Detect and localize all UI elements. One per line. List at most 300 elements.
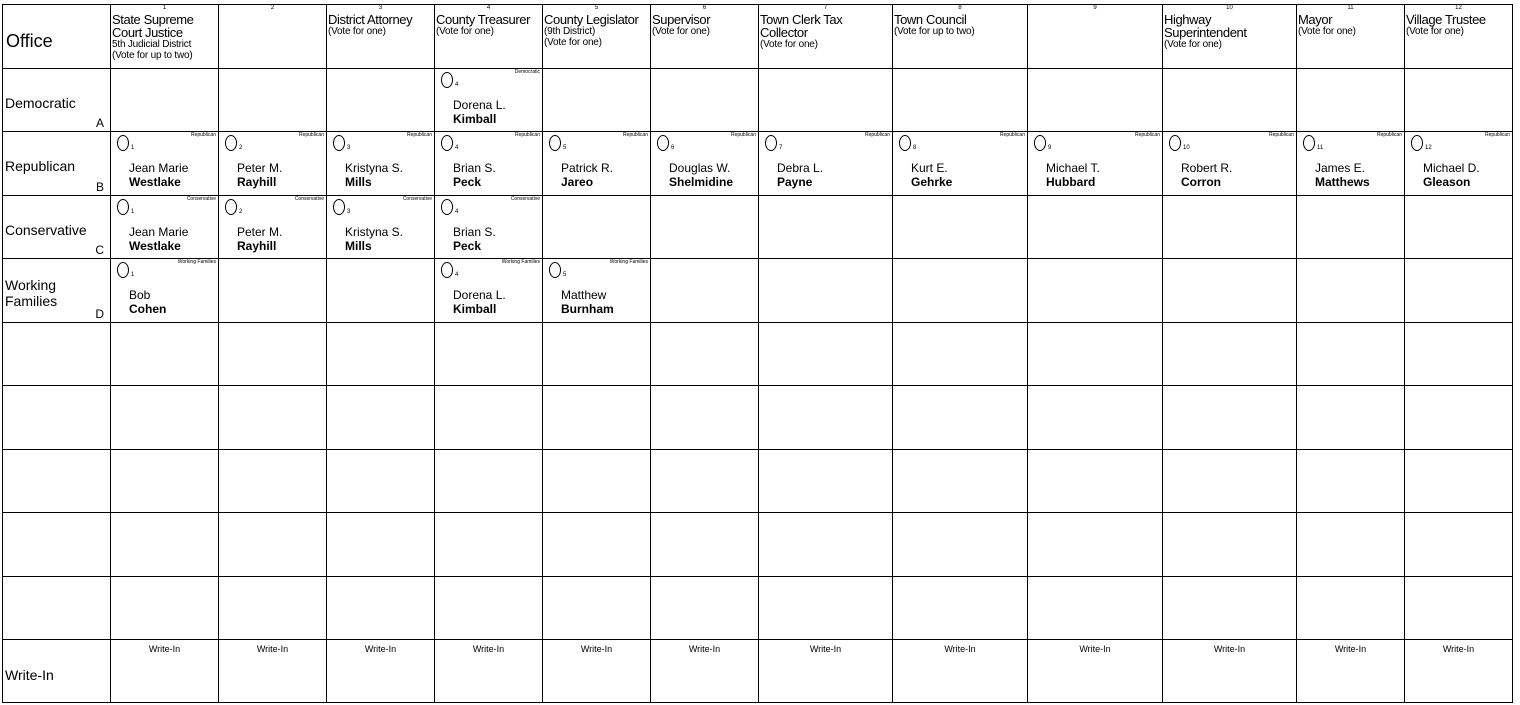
party-name: Working Families <box>5 277 58 309</box>
candidate-last-name: Rayhill <box>237 239 277 253</box>
empty-cell <box>1163 577 1297 640</box>
empty-cell <box>1163 323 1297 386</box>
candidate-first-name: Debra L. <box>777 161 824 175</box>
candidate-last-name: Burnham <box>561 302 614 316</box>
office-vote-instruction: (9th District) <box>544 26 596 37</box>
oval-number: 4 <box>455 145 459 151</box>
candidate-last-name: Westlake <box>129 175 181 189</box>
office-name-text: District Attorney <box>328 12 413 27</box>
candidate-party-tag: Republican <box>190 132 216 138</box>
office-name-text: State Supreme Court Justice <box>112 12 194 40</box>
empty-cell <box>219 323 327 386</box>
empty-cell <box>759 450 893 513</box>
empty-cell <box>435 513 543 577</box>
empty-cell <box>1405 323 1513 386</box>
candidate-party-tag: Conservative <box>402 196 432 202</box>
office-header-5 <box>543 5 651 69</box>
oval-number: 11 <box>1317 145 1324 151</box>
candidate-first-name: Douglas W. <box>669 161 731 175</box>
candidate-first-name: Robert R. <box>1181 161 1233 175</box>
office-name <box>894 13 975 37</box>
empty-cell <box>219 259 327 323</box>
empty-cell <box>1028 386 1163 450</box>
party-label-B <box>3 132 111 196</box>
candidate-party-tag: Republican <box>1268 132 1294 138</box>
empty-cell <box>1163 196 1297 259</box>
empty-cell <box>1028 196 1163 259</box>
empty-cell <box>435 450 543 513</box>
office-name <box>1406 13 1486 37</box>
empty-cell <box>543 577 651 640</box>
vote-oval[interactable] <box>899 135 911 151</box>
office-column-number: 3 <box>378 5 383 11</box>
candidate-last-name: Shelmidine <box>669 175 734 189</box>
empty-cell <box>651 196 759 259</box>
candidate-cell[interactable] <box>435 259 543 323</box>
empty-cell <box>1405 513 1513 577</box>
party-name: Republican <box>5 158 76 174</box>
candidate-first-name: Brian S. <box>453 225 496 239</box>
candidate-party-tag: Republican <box>1376 132 1402 138</box>
office-column-number: 2 <box>270 5 275 11</box>
oval-number: 8 <box>913 145 917 151</box>
vote-oval[interactable] <box>1034 135 1046 151</box>
candidate-first-name: Jean Marie <box>129 161 189 175</box>
oval-number: 10 <box>1183 145 1190 151</box>
empty-label-cell <box>3 386 111 450</box>
office-vote-instruction: 5th Judicial District <box>112 39 192 50</box>
write-in-label: Write-In <box>1442 644 1475 654</box>
candidate-last-name: Cohen <box>129 302 167 316</box>
office-header-4 <box>435 5 543 69</box>
candidate-cell[interactable] <box>435 196 543 259</box>
candidate-first-name: Peter M. <box>237 225 283 239</box>
empty-cell <box>1163 69 1297 132</box>
oval-number: 7 <box>779 145 783 151</box>
empty-cell <box>1297 196 1405 259</box>
empty-label-cell <box>3 450 111 513</box>
empty-cell <box>111 386 219 450</box>
vote-oval[interactable] <box>441 72 453 88</box>
candidate-last-name: Westlake <box>129 239 181 253</box>
oval-number: 9 <box>1048 145 1052 151</box>
candidate-party-tag: Republican <box>1134 132 1160 138</box>
candidate-party-tag: Republican <box>514 132 540 138</box>
empty-cell <box>219 577 327 640</box>
empty-cell <box>543 69 651 132</box>
candidate-first-name: Kurt E. <box>911 161 948 175</box>
empty-cell <box>543 196 651 259</box>
empty-cell <box>759 196 893 259</box>
candidate-first-name: Dorena L. <box>453 288 506 302</box>
candidate-last-name: Hubbard <box>1046 175 1096 189</box>
ballot-grid <box>2 4 1513 703</box>
office-column-number: 8 <box>958 5 962 11</box>
empty-cell <box>1405 386 1513 450</box>
office-name-text: Town Council <box>894 12 967 27</box>
write-in-cell[interactable] <box>1028 640 1163 703</box>
candidate-party-tag: Republican <box>1484 132 1510 138</box>
office-column-number: 6 <box>702 5 707 11</box>
vote-oval[interactable] <box>549 262 561 278</box>
empty-cell <box>759 513 893 577</box>
candidate-cell[interactable] <box>111 132 219 196</box>
empty-cell <box>1028 577 1163 640</box>
empty-cell <box>1297 513 1405 577</box>
empty-cell <box>327 450 435 513</box>
empty-cell <box>111 69 219 132</box>
candidate-cell[interactable] <box>1297 132 1405 196</box>
write-in-label: Write-In <box>364 644 397 654</box>
empty-cell <box>1028 450 1163 513</box>
oval-number: 4 <box>455 272 459 278</box>
office-vote-instruction: (Vote for one) <box>1164 39 1222 50</box>
office-column-number: 5 <box>594 5 599 11</box>
office-name <box>112 13 218 61</box>
empty-cell <box>435 323 543 386</box>
vote-oval[interactable] <box>117 135 129 151</box>
empty-cell <box>327 323 435 386</box>
oval-number: 2 <box>239 209 243 215</box>
candidate-first-name: James E. <box>1315 161 1366 175</box>
candidate-cell[interactable] <box>543 259 651 323</box>
candidate-first-name: Matthew <box>561 288 607 302</box>
office-vote-instruction: (Vote for up to two) <box>894 26 975 37</box>
write-in-cell[interactable] <box>893 640 1028 703</box>
write-in-cell[interactable] <box>1297 640 1405 703</box>
empty-cell <box>327 259 435 323</box>
candidate-last-name: Peck <box>453 175 482 189</box>
write-in-cell[interactable] <box>651 640 759 703</box>
party-row-letter: C <box>95 243 104 257</box>
empty-cell <box>1297 259 1405 323</box>
empty-cell <box>435 386 543 450</box>
candidate-party-tag: Working Families <box>501 259 540 265</box>
office-vote-instruction: (Vote for one) <box>1406 26 1464 37</box>
oval-number: 12 <box>1425 145 1432 151</box>
candidate-party-tag: Working Families <box>609 259 648 265</box>
vote-oval[interactable] <box>657 135 669 151</box>
empty-cell <box>1297 450 1405 513</box>
write-in-cell[interactable] <box>543 640 651 703</box>
empty-cell <box>1405 577 1513 640</box>
empty-cell <box>1028 323 1163 386</box>
empty-cell <box>759 323 893 386</box>
office-header-6 <box>651 5 759 69</box>
oval-number: 3 <box>347 209 351 215</box>
empty-cell <box>1297 69 1405 132</box>
candidate-cell[interactable] <box>219 132 327 196</box>
office-column-number: 1 <box>162 5 167 11</box>
candidate-first-name: Michael T. <box>1046 161 1100 175</box>
candidate-party-tag: Democratic <box>514 69 540 75</box>
office-vote-instruction: (Vote for one) <box>436 26 494 37</box>
candidate-last-name: Kimball <box>453 302 497 316</box>
candidate-cell[interactable] <box>111 196 219 259</box>
office-name-text: County Legislator <box>544 12 639 27</box>
candidate-last-name: Corron <box>1181 175 1221 189</box>
office-column-number: 4 <box>486 5 491 11</box>
empty-cell <box>111 577 219 640</box>
empty-cell <box>1405 450 1513 513</box>
empty-cell <box>893 259 1028 323</box>
office-name <box>544 13 638 48</box>
candidate-party-tag: Conservative <box>294 196 324 202</box>
oval-number: 4 <box>455 209 459 215</box>
candidate-last-name: Peck <box>453 239 482 253</box>
empty-cell <box>893 450 1028 513</box>
oval-number: 1 <box>131 145 135 151</box>
empty-cell <box>543 323 651 386</box>
office-vote-instruction: (Vote for up to two) <box>112 50 193 61</box>
empty-cell <box>1405 196 1513 259</box>
candidate-cell[interactable] <box>111 259 219 323</box>
office-vote-instruction: (Vote for one) <box>544 37 602 48</box>
vote-oval[interactable] <box>225 199 237 215</box>
empty-cell <box>1163 450 1297 513</box>
office-name-text: Mayor <box>1298 12 1333 27</box>
vote-oval[interactable] <box>441 262 453 278</box>
write-in-label: Write-In <box>1079 644 1111 654</box>
write-in-label: Write-In <box>472 644 505 654</box>
candidate-last-name: Jareo <box>561 175 594 189</box>
empty-cell <box>893 513 1028 577</box>
vote-oval[interactable] <box>549 135 561 151</box>
vote-oval[interactable] <box>117 199 129 215</box>
empty-cell <box>759 259 893 323</box>
candidate-party-tag: Republican <box>864 132 890 138</box>
candidate-cell[interactable] <box>651 132 759 196</box>
empty-label-cell <box>3 323 111 386</box>
write-in-label: Write-In <box>256 644 289 654</box>
empty-cell <box>219 69 327 132</box>
candidate-cell[interactable] <box>327 132 435 196</box>
empty-cell <box>327 386 435 450</box>
oval-number: 2 <box>239 145 243 151</box>
office-name <box>328 13 412 37</box>
empty-cell <box>1297 323 1405 386</box>
write-in-label: Write-In <box>148 644 181 654</box>
office-header-2 <box>219 5 327 69</box>
office-header-1 <box>111 5 219 69</box>
candidate-party-tag: Republican <box>999 132 1025 138</box>
write-in-cell[interactable] <box>1163 640 1297 703</box>
write-in-label: Write-In <box>688 644 721 654</box>
candidate-first-name: Kristyna S. <box>345 161 404 175</box>
empty-cell <box>651 577 759 640</box>
party-label-A <box>3 69 111 132</box>
party-row-letter: B <box>95 180 104 194</box>
vote-oval[interactable] <box>117 262 129 278</box>
empty-cell <box>1405 259 1513 323</box>
empty-cell <box>435 577 543 640</box>
office-column-number: 7 <box>823 5 828 11</box>
vote-oval[interactable] <box>1411 135 1423 151</box>
party-row-letter: A <box>95 116 104 130</box>
empty-cell <box>219 450 327 513</box>
candidate-party-tag: Republican <box>298 132 324 138</box>
candidate-last-name: Kimball <box>453 112 497 126</box>
empty-cell <box>1163 386 1297 450</box>
candidate-party-tag: Conservative <box>186 196 216 202</box>
office-name <box>760 13 892 50</box>
office-header-7 <box>759 5 893 69</box>
empty-cell <box>759 577 893 640</box>
office-header-8 <box>893 5 1028 69</box>
empty-cell <box>543 450 651 513</box>
vote-oval[interactable] <box>1303 135 1315 151</box>
write-in-cell[interactable] <box>1405 640 1513 703</box>
empty-cell <box>651 259 759 323</box>
vote-oval[interactable] <box>333 135 345 151</box>
candidate-last-name: Payne <box>777 175 813 189</box>
office-header-11 <box>1297 5 1405 69</box>
office-header-title: Office <box>6 31 53 51</box>
oval-number: 5 <box>563 272 567 278</box>
write-in-label: Write-In <box>580 644 613 654</box>
empty-cell <box>759 69 893 132</box>
candidate-first-name: Brian S. <box>453 161 496 175</box>
party-name: Conservative <box>5 222 87 238</box>
empty-cell <box>111 450 219 513</box>
candidate-first-name: Patrick R. <box>561 161 614 175</box>
office-header-3 <box>327 5 435 69</box>
vote-oval[interactable] <box>765 135 777 151</box>
candidate-last-name: Rayhill <box>237 175 277 189</box>
candidate-first-name: Peter M. <box>237 161 283 175</box>
write-in-cell[interactable] <box>435 640 543 703</box>
vote-oval[interactable] <box>441 135 453 151</box>
empty-cell <box>327 577 435 640</box>
office-column-number: 12 <box>1455 5 1462 11</box>
empty-cell <box>651 513 759 577</box>
candidate-party-tag: Republican <box>730 132 756 138</box>
candidate-cell[interactable] <box>1405 132 1513 196</box>
empty-cell <box>219 513 327 577</box>
party-label-C <box>3 196 111 259</box>
candidate-cell[interactable] <box>1028 132 1163 196</box>
office-column-number: 9 <box>1093 5 1097 11</box>
write-in-cell[interactable] <box>327 640 435 703</box>
write-in-cell[interactable] <box>759 640 893 703</box>
office-vote-instruction: (Vote for one) <box>652 26 710 37</box>
party-name: Democratic <box>5 95 76 111</box>
office-name-text: Village Trustee <box>1406 12 1486 27</box>
candidate-first-name: Dorena L. <box>453 98 506 112</box>
empty-cell <box>111 323 219 386</box>
empty-cell <box>651 323 759 386</box>
empty-cell <box>893 323 1028 386</box>
candidate-first-name: Michael D. <box>1423 161 1480 175</box>
party-row-letter: D <box>95 307 104 321</box>
empty-label-cell <box>3 513 111 577</box>
empty-cell <box>1163 259 1297 323</box>
candidate-first-name: Jean Marie <box>129 225 189 239</box>
candidate-cell[interactable] <box>893 132 1028 196</box>
oval-number: 5 <box>563 145 567 151</box>
oval-number: 3 <box>347 145 351 151</box>
empty-cell <box>893 69 1028 132</box>
vote-oval[interactable] <box>1169 135 1181 151</box>
candidate-last-name: Gehrke <box>911 175 953 189</box>
office-column-number: 11 <box>1347 5 1354 11</box>
empty-cell <box>327 513 435 577</box>
candidate-first-name: Kristyna S. <box>345 225 404 239</box>
office-vote-instruction: (Vote for one) <box>1298 26 1356 37</box>
candidate-cell[interactable] <box>435 69 543 132</box>
empty-cell <box>759 386 893 450</box>
empty-cell <box>1028 69 1163 132</box>
empty-cell <box>1028 513 1163 577</box>
office-column-number: 10 <box>1226 5 1233 11</box>
write-in-label: Write-In <box>1213 644 1246 654</box>
oval-number: 1 <box>131 272 135 278</box>
office-name-text: County Treasurer <box>436 12 531 27</box>
oval-number: 4 <box>455 82 459 88</box>
write-in-label: Write-In <box>809 644 842 654</box>
candidate-party-tag: Conservative <box>510 196 540 202</box>
empty-cell <box>543 386 651 450</box>
candidate-last-name: Matthews <box>1315 175 1370 189</box>
office-name <box>1164 13 1296 50</box>
write-in-cell[interactable] <box>111 640 219 703</box>
office-name-text: Town Clerk Tax Collector <box>760 12 843 40</box>
party-label-D <box>3 259 111 323</box>
vote-oval[interactable] <box>225 135 237 151</box>
candidate-last-name: Gleason <box>1423 175 1471 189</box>
write-in-label: Write-In <box>944 644 976 654</box>
empty-cell <box>1297 577 1405 640</box>
candidate-cell[interactable] <box>1163 132 1297 196</box>
candidate-party-tag: Republican <box>406 132 432 138</box>
empty-cell <box>651 69 759 132</box>
office-vote-instruction: (Vote for one) <box>328 26 386 37</box>
candidate-first-name: Bob <box>129 288 151 302</box>
write-in-label-cell <box>3 640 111 703</box>
empty-cell <box>327 69 435 132</box>
office-name-text: Supervisor <box>652 12 711 27</box>
candidate-cell[interactable] <box>327 196 435 259</box>
office-name-text: Highway Superintendent <box>1164 12 1247 40</box>
candidate-cell[interactable] <box>435 132 543 196</box>
write-in-label: Write-In <box>1334 644 1367 654</box>
office-header-12 <box>1405 5 1513 69</box>
write-in-title: Write-In <box>5 667 54 683</box>
candidate-cell[interactable] <box>219 196 327 259</box>
empty-cell <box>651 386 759 450</box>
empty-cell <box>1297 386 1405 450</box>
vote-oval[interactable] <box>441 199 453 215</box>
write-in-cell[interactable] <box>219 640 327 703</box>
vote-oval[interactable] <box>333 199 345 215</box>
candidate-last-name: Mills <box>345 239 372 253</box>
empty-label-cell <box>3 577 111 640</box>
office-name <box>1298 13 1356 37</box>
oval-number: 1 <box>131 209 135 215</box>
empty-cell <box>111 513 219 577</box>
empty-cell <box>1028 259 1163 323</box>
candidate-last-name: Mills <box>345 175 372 189</box>
empty-cell <box>651 450 759 513</box>
empty-cell <box>219 386 327 450</box>
office-header-cell <box>3 5 111 69</box>
empty-cell <box>1405 69 1513 132</box>
candidate-party-tag: Working Families <box>177 259 216 265</box>
empty-cell <box>1163 513 1297 577</box>
candidate-cell[interactable] <box>759 132 893 196</box>
candidate-cell[interactable] <box>543 132 651 196</box>
office-vote-instruction: (Vote for one) <box>760 39 818 50</box>
